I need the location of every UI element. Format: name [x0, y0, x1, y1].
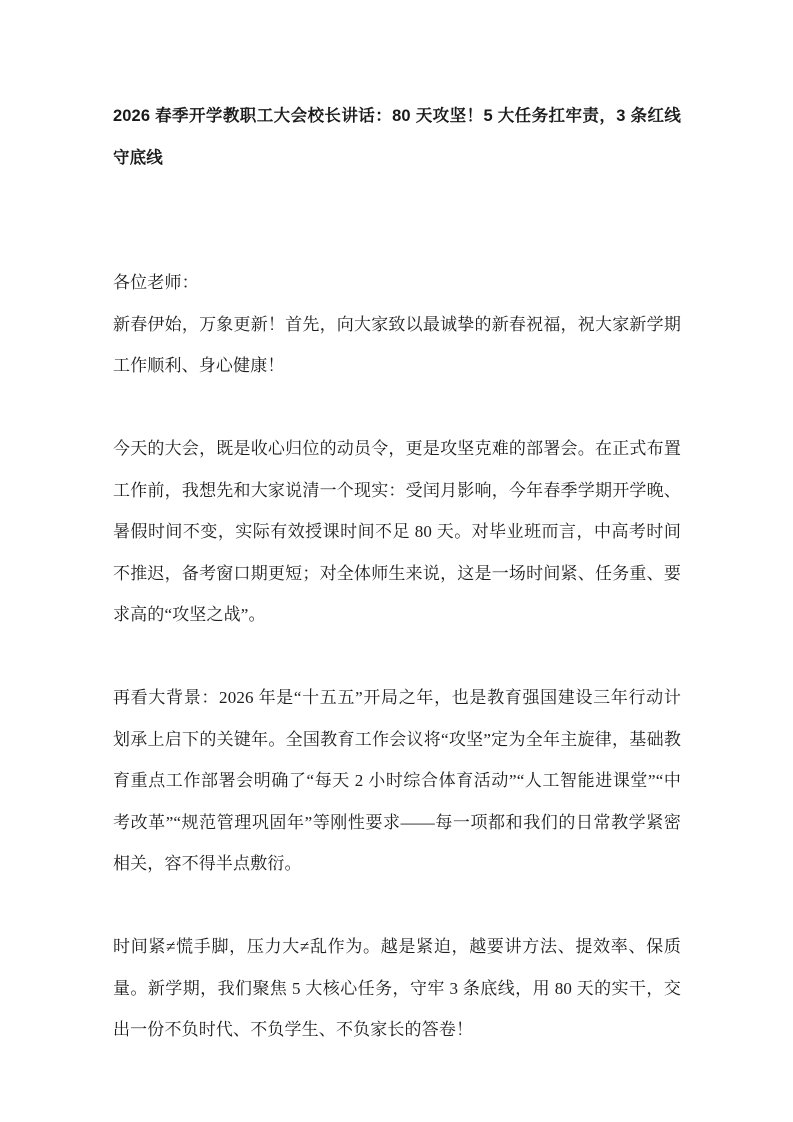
paragraph-background: 再看大背景：2026 年是“十五五”开局之年，也是教育强国建设三年行动计划承上启下的关键年。全国教育工作会议将“攻坚”定为全年主旋律，基础教育重点工作部署会明确了“每天 2 小时综合体育活动”“人工智能进课堂”“中考改革”“规范管理巩固年”等刚性要求——每一项都和我们的日常教学紧密相关，容不得半点敷衍。	[113, 688, 681, 873]
paragraph-spacer-1	[113, 387, 681, 429]
paragraph-greeting: 新春伊始，万象更新！首先，向大家致以最诚挚的新春祝福，祝大家新学期工作顺利、身心健康！	[113, 314, 681, 375]
page-title: 2026 春季开学教职工大会校长讲话：80 天攻坚！5 大任务扛牢责，3 条红线守底线	[113, 107, 681, 167]
document-body	[113, 96, 681, 1051]
paragraph-spacer-2	[113, 636, 681, 678]
title-spacer	[113, 179, 681, 262]
paragraph-call-to-action: 时间紧≠慌手脚，压力大≠乱作为。越是紧迫，越要讲方法、提效率、保质量。新学期，我们聚焦 5 大核心任务，守牢 3 条底线，用 80 天的实干，交出一份不负时代、不负学生、不负家长的答卷！	[113, 937, 681, 1039]
salutation: 各位老师：	[113, 273, 199, 292]
paragraph-meeting-context: 今天的大会，既是收心归位的动员令，更是攻坚克难的部署会。在正式布置工作前，我想先和大家说清一个现实：受闰月影响，今年春季学期开学晚、暑假时间不变，实际有效授课时间不足 80 天。对毕业班而言，中高考时间不推迟，备考窗口期更短；对全体师生来说，这是一场时间紧、任务重、要求高的“攻坚之战”。	[113, 439, 681, 624]
paragraph-spacer-3	[113, 885, 681, 927]
